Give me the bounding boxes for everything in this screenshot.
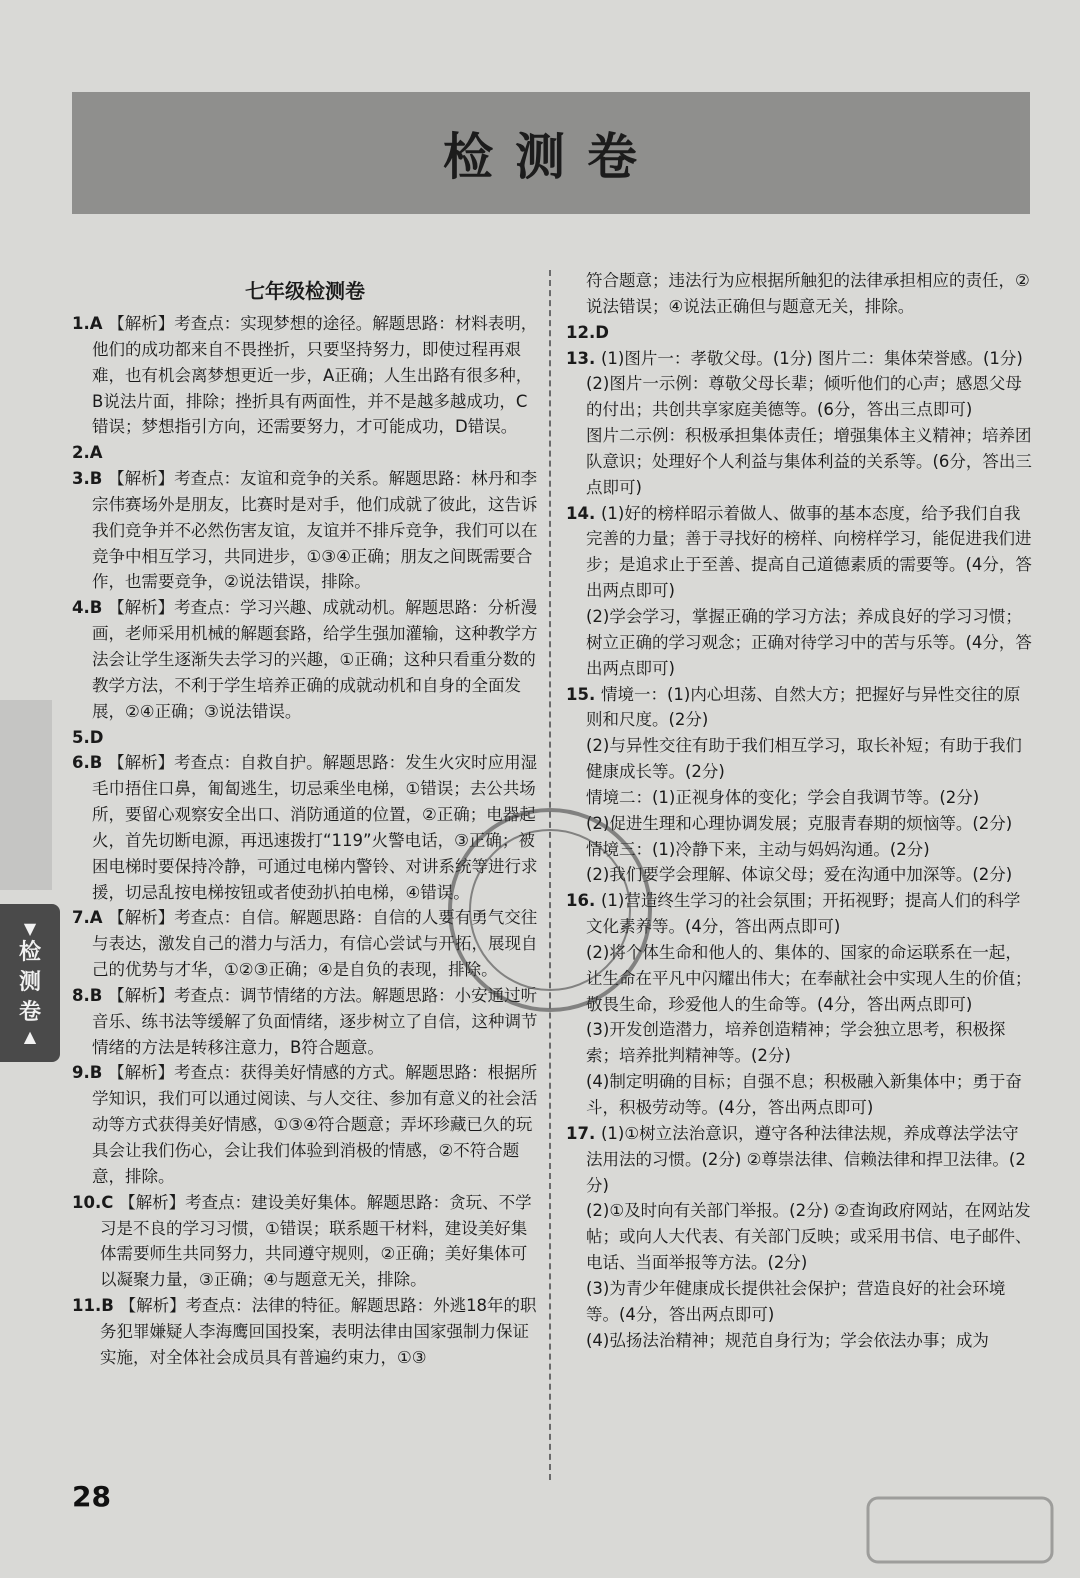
answer-number: 11.B — [72, 1296, 120, 1316]
answer-text: 【解析】考查点：自救自护。解题思路：发生火灾时应用湿毛巾捂住口鼻，匍匐逃生，切忌乘坐电梯，①错误；去公共场所，要留心观察安全出口、消防通道的位置，②正确；电器起火，首先切断电源，再迅速拨打“119”火警电话，③正确；被困电梯时要保持冷静，可通过电梯内警铃、对讲系统等进行求援，切忌乱按电梯按钮或者使劲扒拍电梯，④错误。 — [92, 753, 538, 902]
answer-item — [566, 423, 1034, 501]
answer-item — [566, 371, 1034, 423]
answer-item — [566, 268, 1034, 320]
answer-number: 2.A — [72, 443, 103, 463]
answer-number: 1.A — [72, 314, 109, 333]
side-tab — [0, 904, 60, 1062]
answer-item — [566, 682, 1034, 734]
answer-text: 【解析】考查点：学习兴趣、成就动机。解题思路：分析漫画，老师采用机械的解题套路，给学生强加灌输，这种教学方法会让学生逐渐失去学习的兴趣，①正确；这种只看重分数的教学方法，不利于学生培养正确的成就动机和自身的全面发展，②④正确；③说法错误。 — [92, 598, 538, 721]
answer-text: (1)营造终生学习的社会氛围；开拓视野；提高人们的科学文化素养等。(4分，答出两点即可) — [586, 891, 1021, 937]
answer-text: (4)制定明确的目标；自强不息；积极融入新集体中；勇于奋斗，积极劳动等。(4分，答出两点即可) — [586, 1072, 1022, 1117]
answer-item — [566, 1121, 1034, 1199]
answer-item — [566, 837, 1034, 863]
answer-text: (1)好的榜样昭示着做人、做事的基本态度，给予我们自我完善的力量；善于寻找好的榜样、向榜样学习，能促进我们进步；是追求止于至善、提高自己道德素质的需要等。(4分，答出两点即可) — [586, 503, 1032, 601]
answer-number: 4.B — [72, 598, 109, 618]
answer-item — [566, 785, 1034, 811]
answer-item — [566, 733, 1034, 785]
section-title: 七年级检测卷 — [245, 279, 365, 303]
triangle-down-icon: ▼ — [23, 919, 37, 938]
answer-item — [72, 983, 538, 1061]
answer-item — [566, 346, 1034, 372]
answer-number: 16. — [566, 891, 601, 911]
right-answer-list — [566, 268, 1034, 1353]
answer-number: 10.C — [72, 1192, 120, 1212]
answer-number: 15. — [566, 684, 601, 704]
page-title: 检测卷 — [443, 127, 659, 186]
left-answer-list — [72, 311, 538, 1371]
answer-item — [566, 320, 1034, 346]
answer-item — [566, 1276, 1034, 1328]
answer-text: 【解析】考查点：自信。解题思路：自信的人要有勇气交往与表达，激发自己的潜力与活力，有信心尝试与开拓，展现自己的优势与才华，①②③正确；④是自负的表现，排除。 — [92, 908, 538, 980]
answer-text: 情境一：(1)内心坦荡、自然大方；把握好与异性交往的原则和尺度。(2分) — [586, 684, 1021, 730]
side-shade — [0, 700, 52, 890]
answer-number: 7.A — [72, 908, 109, 928]
answer-item — [72, 595, 538, 724]
triangle-up-icon: ▲ — [23, 1027, 37, 1046]
answer-number: 3.B — [72, 469, 109, 489]
answer-text: 【解析】考查点：调节情绪的方法。解题思路：小安通过听音乐、练书法等缓解了负面情绪，逐步树立了自信，这种调节情绪的方法是转移注意力，B符合题意。 — [92, 985, 538, 1057]
right-column — [566, 268, 1034, 1353]
answer-text: (1)图片一：孝敬父母。(1分) 图片二：集体荣誉感。(1分) — [600, 348, 1023, 368]
answer-text: (1)①树立法治意识，遵守各种法律法规，养成尊法学法守法用法的习惯。(2分) ②尊崇法律、信赖法律和捍卫法律。(2分) — [586, 1123, 1026, 1195]
answer-text: 情境三：(1)冷静下来，主动与妈妈沟通。(2分) — [586, 839, 930, 859]
answer-text: (2)促进生理和心理协调发展；克服青春期的烦恼等。(2分) — [586, 813, 1013, 833]
answer-number: 5.D — [72, 727, 104, 747]
answer-number: 13. — [566, 348, 601, 368]
answer-text: 【解析】考查点：获得美好情感的方式。解题思路：根据所学知识，我们可以通过阅读、与人交往、参加有意义的社会活动等方式获得美好情感，①③④符合题意；弄坏珍藏已久的玩具会让我们伤心，会让我们体验到消极的情感，②不符合题意，排除。 — [92, 1063, 538, 1186]
answer-item — [566, 1328, 1034, 1354]
answer-item — [566, 604, 1034, 682]
answer-item — [566, 888, 1034, 940]
answer-item — [566, 1017, 1034, 1069]
answer-text: (3)为青少年健康成长提供社会保护；营造良好的社会环境等。(4分，答出两点即可) — [586, 1278, 1006, 1324]
answer-item — [566, 1069, 1034, 1121]
answer-text: (2)图片一示例：尊敬父母长辈；倾听他们的心声；感恩父母的付出；共创共享家庭美德等。(6分，答出三点即可) — [586, 374, 1022, 420]
answer-item — [72, 1293, 538, 1371]
answer-number: 17. — [566, 1123, 601, 1143]
answer-text: 图片二示例：积极承担集体责任；增强集体主义精神；培养团队意识；处理好个人利益与集体利益的关系等。(6分，答出三点即可) — [586, 426, 1032, 497]
answer-text: (2)与异性交往有助于我们相互学习，取长补短；有助于我们健康成长等。(2分) — [586, 736, 1022, 782]
answer-text: (2)我们要学会理解、体谅父母；爱在沟通中加深等。(2分) — [586, 865, 1013, 885]
answer-text: 【解析】考查点：建设美好集体。解题思路：贪玩、不学习是不良的学习习惯，①错误；联系题干材料，建设美好集体需要师生共同努力，共同遵守规则，②正确；美好集体可以凝聚力量，③正确；④与题意无关，排除。 — [100, 1192, 532, 1290]
answer-item — [72, 311, 538, 440]
answer-number: 14. — [566, 503, 601, 523]
answer-item — [566, 862, 1034, 888]
answer-text: 符合题意；违法行为应根据所触犯的法律承担相应的责任，②说法错误；④说法正确但与题意无关，排除。 — [586, 271, 1030, 316]
answer-item — [72, 1190, 538, 1293]
page-number: 28 — [72, 1480, 111, 1513]
title-banner — [72, 92, 1030, 214]
column-divider — [549, 270, 551, 1480]
answer-text: (3)开发创造潜力，培养创造精神；学会独立思考，积极探索；培养批判精神等。(2分) — [586, 1020, 1006, 1066]
side-tab-label: 检 测 卷 — [18, 940, 41, 1025]
answer-text: (2)将个体生命和他人的、集体的、国家的命运联系在一起，让生命在平凡中闪耀出伟大；在奉献社会中实现人生的价值；敬畏生命，珍爱他人的生命等。(4分，答出两点即可) — [586, 942, 1032, 1014]
answer-text: (2)①及时向有关部门举报。(2分) ②查询政府网站，在网站发帖；或向人大代表、有关部门反映；或采用书信、电子邮件、电话、当面举报等方法。(2分) — [586, 1201, 1032, 1273]
left-column — [72, 268, 538, 1371]
answer-item — [72, 905, 538, 983]
answer-item — [566, 1198, 1034, 1276]
answer-text: 【解析】考查点：友谊和竞争的关系。解题思路：林丹和李宗伟赛场外是朋友，比赛时是对手，他们成就了彼此，这告诉我们竞争并不必然伤害友谊，友谊并不排斥竞争，我们可以在竞争中相互学习，共同进步，①③④正确；朋友之间既需要合作，也需要竞争，②说法错误，排除。 — [92, 469, 538, 592]
answer-text: 情境二：(1)正视身体的变化；学会自我调节等。(2分) — [586, 787, 980, 807]
answer-number: 6.B — [72, 753, 109, 773]
answer-item — [566, 811, 1034, 837]
answer-item — [72, 466, 538, 595]
answer-number: 9.B — [72, 1063, 109, 1083]
watermark-logo — [860, 1490, 1060, 1570]
answer-text: (4)弘扬法治精神；规范自身行为；学会依法办事；成为 — [586, 1330, 989, 1350]
answer-text: (2)学会学习，掌握正确的学习方法；养成良好的学习习惯；树立正确的学习观念；正确对待学习中的苦与乐等。(4分，答出两点即可) — [586, 606, 1032, 678]
answer-item — [72, 1060, 538, 1189]
answer-item — [72, 725, 538, 751]
answer-number: 8.B — [72, 985, 109, 1005]
answer-item — [72, 750, 538, 905]
answer-text: 【解析】考查点：实现梦想的途径。解题思路：材料表明，他们的成功都来自不畏挫折，只要坚持努力，即使过程再艰难，也有机会离梦想更近一步，A正确；人生出路有很多种，B说法片面，排除；挫折具有两面性，并不是越多越成功，C错误；梦想指引方向，还需要努力，才可能成功，D错误。 — [92, 314, 538, 437]
answer-item — [566, 501, 1034, 604]
answer-item — [566, 940, 1034, 1018]
answer-text: 【解析】考查点：法律的特征。解题思路：外逃18年的职务犯罪嫌疑人李海鹰回国投案，表明法律由国家强制力保证实施，对全体社会成员具有普遍约束力，①③ — [100, 1296, 537, 1367]
answer-item — [72, 440, 538, 466]
answer-number: 12.D — [566, 322, 609, 342]
